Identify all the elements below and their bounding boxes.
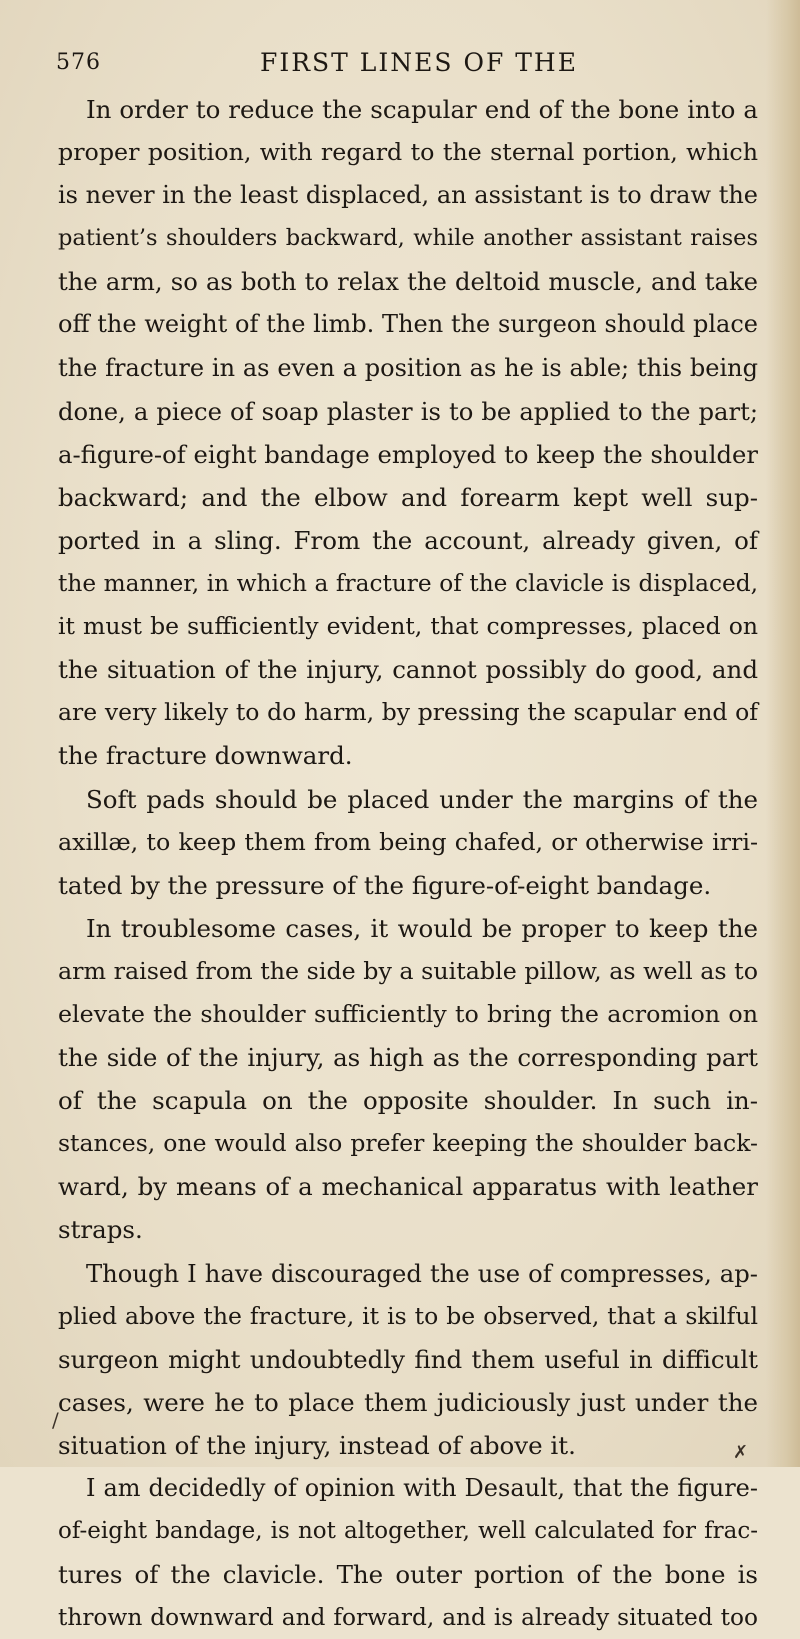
text-line: of-eight bandage, is not altogether, well calculated for frac- xyxy=(58,1518,758,1545)
text-line: thrown downward and forward, and is already situated too xyxy=(58,1604,758,1632)
text-line: the situation of the injury, cannot possibly do good, and xyxy=(58,655,758,685)
body-text xyxy=(58,88,758,1639)
text-line: tated by the pressure of the figure-of-eight bandage. xyxy=(58,870,712,900)
text-line: axillæ, to keep them from being chafed, or otherwise irri- xyxy=(58,827,758,856)
bottom-mark: ✗ xyxy=(733,1442,749,1463)
text-line: a-figure-of eight bandage employed to keep the shoulder xyxy=(58,439,758,469)
text-line: the manner, in which a fracture of the clavicle is displaced, xyxy=(58,570,758,598)
text-line: arm raised from the side by a suitable pillow, as well as to xyxy=(58,956,758,985)
text-line: patient’s shoulders backward, while another assistant raises xyxy=(58,225,758,252)
text-line: the side of the injury, as high as the corresponding part xyxy=(58,1043,758,1073)
text-line: surgeon might undoubtedly find them useful in difficult xyxy=(58,1344,758,1374)
text-line: Soft pads should be placed under the margins of the xyxy=(86,784,758,814)
text-line: the fracture downward. xyxy=(58,741,353,771)
text-line: plied above the fracture, it is to be observed, that a skilful xyxy=(58,1301,758,1330)
text-line: ward, by means of a mechanical apparatus with leather xyxy=(58,1172,758,1202)
text-line: proper position, with regard to the sternal portion, which xyxy=(58,138,758,167)
text-line: off the weight of the limb. Then the surgeon should place xyxy=(58,310,758,339)
text-line: In order to reduce the scapular end of the bone into a xyxy=(86,95,758,124)
text-line: are very likely to do harm, by pressing the scapular end of xyxy=(58,698,758,727)
text-line: is never in the least displaced, an assistant is to draw the xyxy=(58,181,758,210)
text-line: tures of the clavicle. The outer portion of the bone is xyxy=(58,1560,758,1590)
text-line: straps. xyxy=(58,1215,143,1245)
page-number: 576 xyxy=(56,50,101,75)
text-line: backward; and the elbow and forearm kept well sup- xyxy=(58,482,758,512)
text-line: done, a piece of soap plaster is to be applied to the part; xyxy=(58,396,758,426)
text-line: it must be sufficiently evident, that compresses, placed on xyxy=(58,612,758,641)
text-line: of the scapula on the opposite shoulder. In such in- xyxy=(58,1086,758,1116)
text-line: stances, one would also prefer keeping the shoulder back- xyxy=(58,1129,758,1158)
text-line: elevate the shoulder sufficiently to bring the acromion on xyxy=(58,999,758,1028)
text-line: situation of the injury, instead of above it. xyxy=(58,1430,576,1460)
page-edge-shadow xyxy=(766,0,800,1467)
text-line: Though I have discouraged the use of compresses, ap- xyxy=(86,1258,758,1288)
text-line: the arm, so as both to relax the deltoid muscle, and take xyxy=(58,267,758,297)
text-line: cases, were he to place them judiciously just under the xyxy=(58,1387,758,1417)
running-head: FIRST LINES OF THE xyxy=(260,48,578,77)
text-line: In troublesome cases, it would be proper to keep the xyxy=(86,913,758,943)
corner-mark: / xyxy=(52,1408,59,1432)
text-line: ported in a sling. From the account, already given, of xyxy=(58,525,758,555)
text-line: I am decidedly of opinion with Desault, that the figure- xyxy=(86,1474,758,1502)
text-line: the fracture in as even a position as he is able; this being xyxy=(58,353,758,382)
page-header xyxy=(56,44,756,84)
